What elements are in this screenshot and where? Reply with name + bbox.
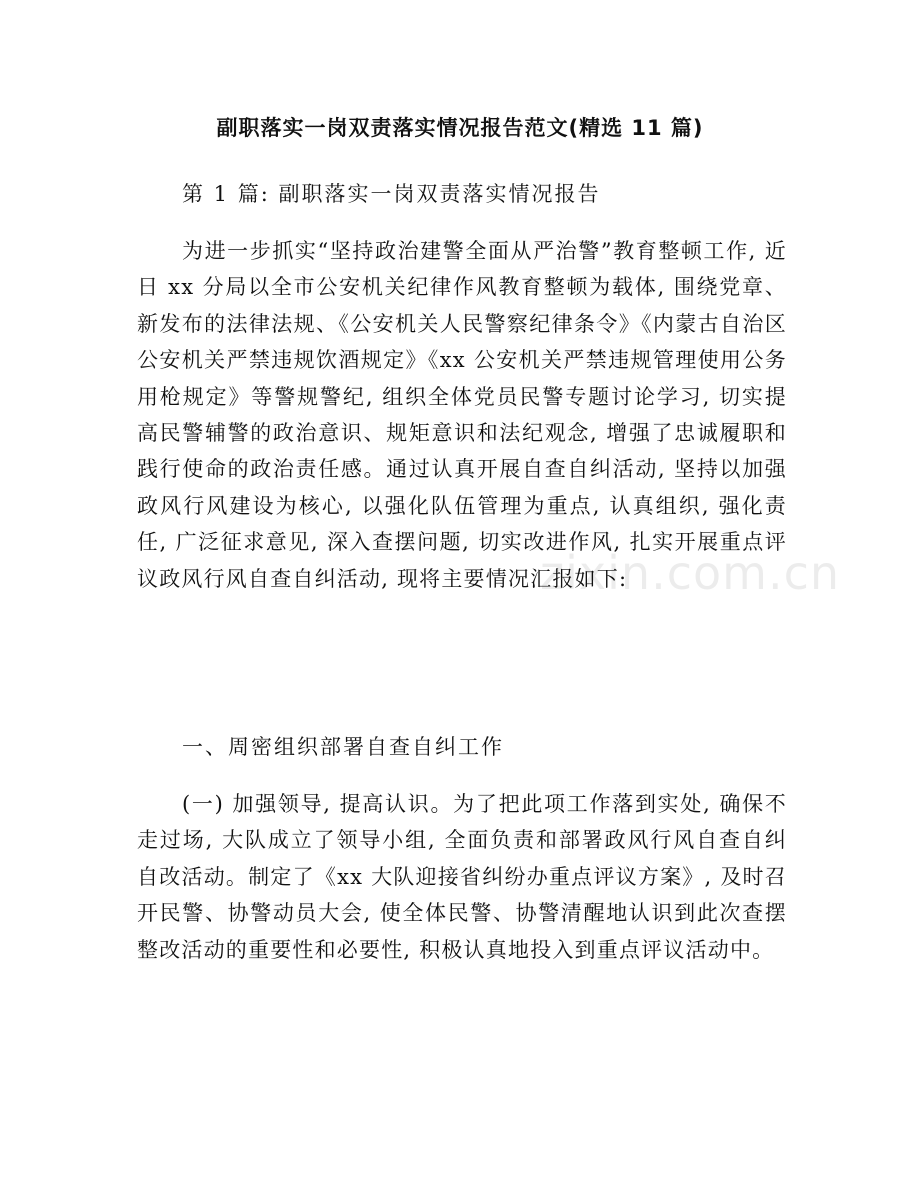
watermark: zixin.com.cn xyxy=(540,546,841,600)
intro-paragraph: 为进一步抓实“坚持政治建警全面从严治警”教育整顿工作, 近日 xx 分局以全市公安机关纪律作风教育整顿为载体, 围绕党章、新发布的法律法规、《公安机关人民警察纪律条令》《内蒙古自治区公安机关严禁违规饮酒规定》《xx 公安机关严禁违规管理使用公务用枪规定》等警规警纪, 组织全体党员民警专题讨论学习, 切实提高民警辅警的政治意识、规矩意识和法纪观念, 增强了忠诚履职和践行使命的政治责任感。通过认真开展自查自纠活动, 坚持以加强政风行风建设为核心, 以强化队伍管理为重点, 认真组织, 强化责任, 广泛征求意见, 深入查摆问题, 切实改进作风, 扎实开展重点评议政风行风自查自纠活动, 现将主要情况汇报如下: xyxy=(137,239,787,591)
article-heading: 第 1 篇: 副职落实一岗双责落实情况报告 xyxy=(182,182,601,206)
document-title: 副职落实一岗双责落实情况报告范文(精选 11 篇) xyxy=(216,116,704,140)
section-paragraph: (一) 加强领导, 提高认识。为了把此项工作落到实处, 确保不走过场, 大队成立了领导小组, 全面负责和部署政风行风自查自纠自改活动。制定了《xx 大队迎接省纠纷办重点评议方案》, 及时召开民警、协警动员大会, 使全体民警、协警清醒地认识到此次查摆整改活动的重要性和必要性, 积极认真地投入到重点评议活动中。 xyxy=(137,792,787,962)
section-heading: 一、周密组织部署自查自纠工作 xyxy=(182,735,504,759)
